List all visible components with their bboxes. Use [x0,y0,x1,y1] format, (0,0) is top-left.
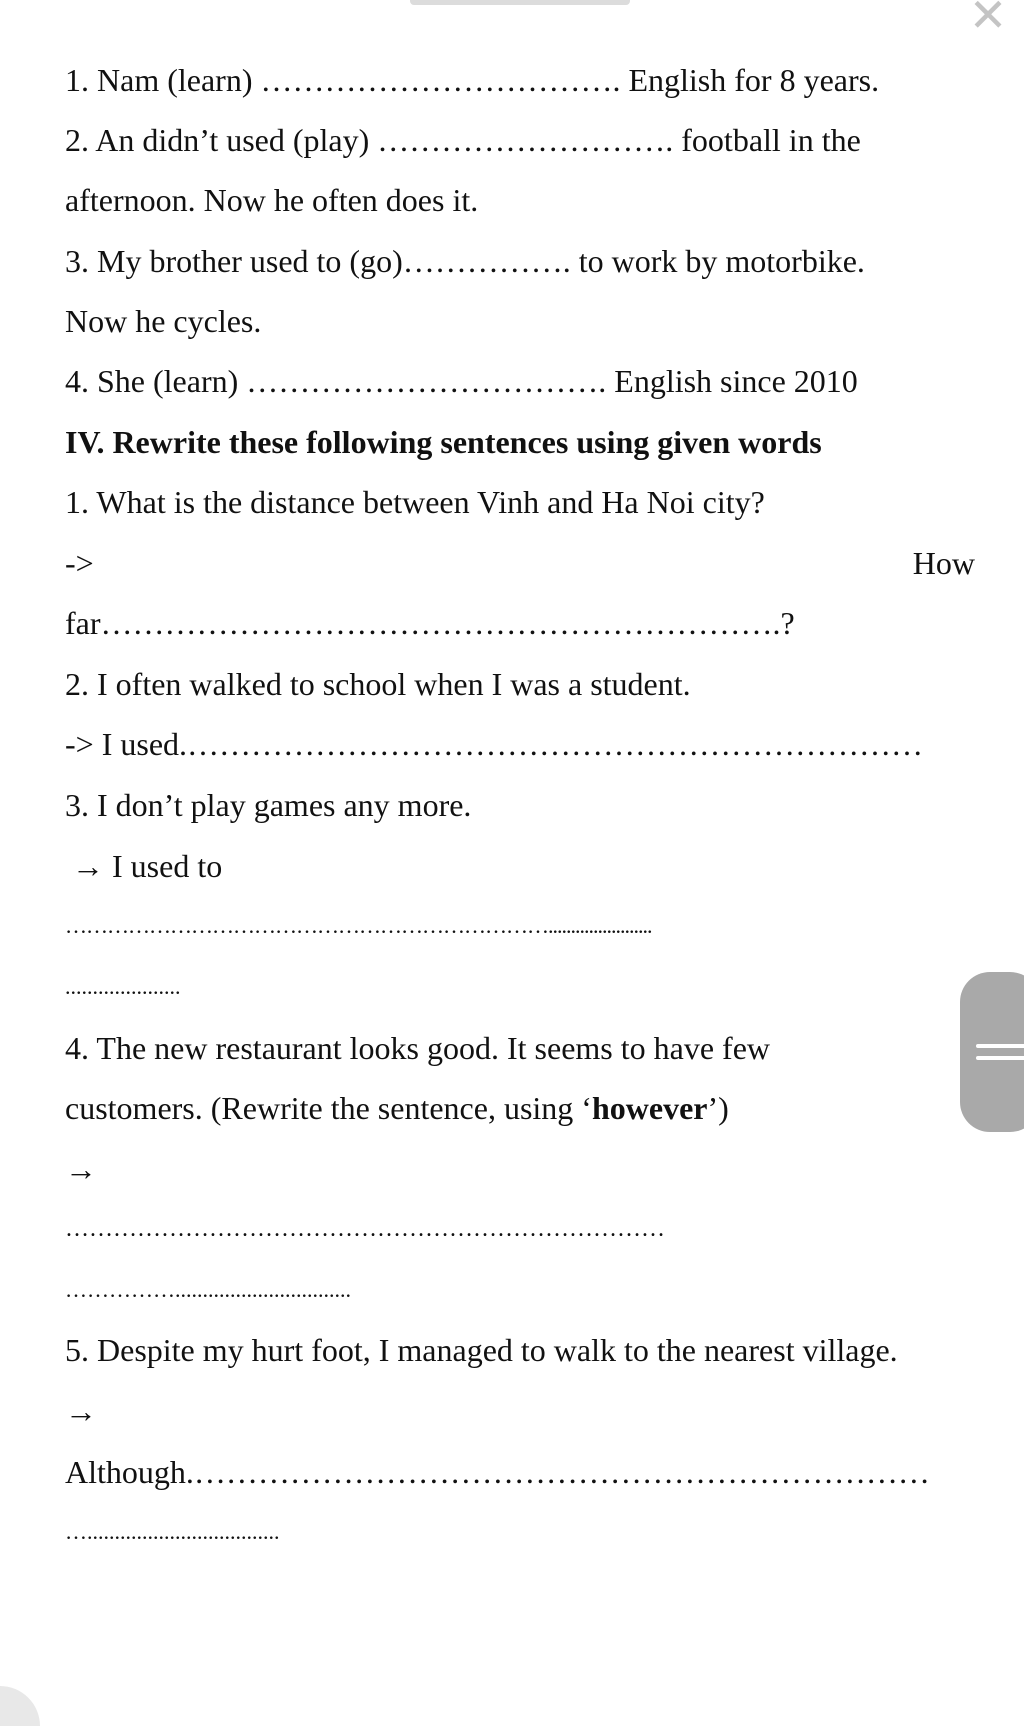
answer-blank: …………………………………………………………… [193,1454,930,1490]
bottom-corner [0,1686,40,1726]
item-text: 3. My brother used to (go) [65,243,403,279]
side-drag-handle[interactable] [960,972,1024,1132]
answer-blank: ………………………. [377,122,674,158]
item-text: to work by motorbike. [570,243,865,279]
question-5: 5. Despite my hurt foot, I managed to walk to the nearest village. [65,1332,898,1368]
item-text: ’) [707,1090,729,1126]
answer-blank: …………………………………………………………… [187,726,924,762]
exercise-item-1 [65,60,975,100]
exercise-item-2-continued [65,180,975,220]
exercise-item-3-continued [65,301,975,341]
answer-blank: ………………………………………………………. [100,605,781,641]
question-2-answer-line [65,724,975,764]
answer-blank: ..................... [65,974,181,999]
item-text: football in the [673,122,861,158]
arrow-icon: → [65,1151,97,1187]
item-text: 4. She (learn) [65,363,247,399]
question-4: 4. The new restaurant looks good. It seems to have few [65,1030,770,1066]
answer-blank: ……………………………. [246,363,607,399]
answer-prompt: far [65,605,101,641]
question-5-answer-line [65,1452,975,1492]
question-mark: ? [780,605,795,641]
question-4-continued [65,1088,975,1128]
answer-blank: ……………………………. [260,62,621,98]
arrow-icon: -> [65,545,94,581]
item-text: English for 8 years. [620,62,880,98]
item-text: customers. (Rewrite the sentence, using ‘ [65,1090,592,1126]
keyword-however: however [591,1090,708,1126]
answer-prompt: -> I used. [65,726,188,762]
exercise-item-3 [65,241,975,281]
question-1-answer-blank [65,603,975,643]
answer-blank: ……………………………………………………………....................... [65,913,652,938]
section-heading: IV. Rewrite these following sentences using given words [65,424,822,460]
exercise-item-4 [65,361,975,401]
question-3: 3. I don’t play games any more. [65,787,472,823]
answer-blank: ……………. [402,243,571,279]
arrow-icon: → [65,1393,97,1429]
item-text: Now he cycles. [65,303,262,339]
exercise-item-2 [65,120,975,160]
question-3-answer-prompt: → I used to [72,848,223,884]
question-2: 2. I often walked to school when I was a student. [65,666,691,702]
answer-blank: ………………………………………………………………… [65,1216,665,1242]
item-text: English since 2010 [606,363,858,399]
answer-blank: …................................... [65,1519,280,1544]
item-text: 2. An didn’t used (play) [65,122,378,158]
item-text: 1. Nam (learn) [65,62,261,98]
answer-prompt: How [912,545,975,581]
top-drag-handle[interactable] [410,0,630,5]
question-1: 1. What is the distance between Vinh and Ha Noi city? [65,484,765,520]
answer-blank: ……………................................ [65,1277,351,1302]
question-1-answer-line [65,543,975,583]
answer-prompt: Although. [65,1454,194,1490]
drag-handle-icon [976,1044,1024,1048]
drag-handle-icon [976,1056,1024,1060]
close-icon[interactable]: ✕ [968,0,1008,36]
item-text: afternoon. Now he often does it. [65,182,479,218]
